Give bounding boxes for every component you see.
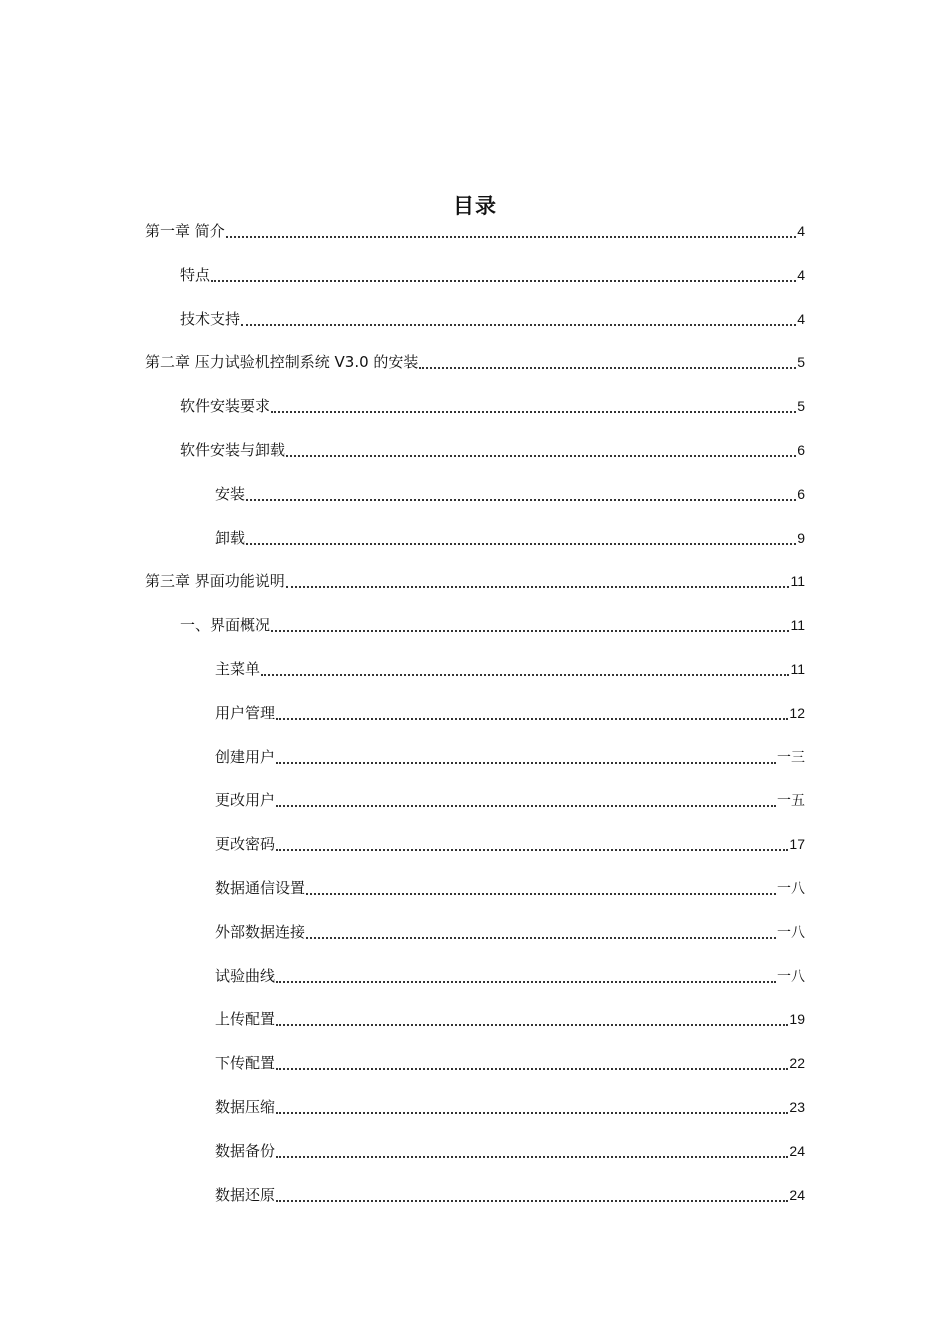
toc-entry[interactable] xyxy=(145,307,805,351)
toc-entry-page: 一八 xyxy=(777,879,805,896)
toc-entry-page: 4 xyxy=(797,223,805,239)
dot-leader xyxy=(246,482,796,506)
dot-leader xyxy=(276,1183,788,1207)
toc-entry-page: 19 xyxy=(789,1011,805,1028)
dot-leader xyxy=(276,1007,788,1031)
toc-entry[interactable] xyxy=(145,482,805,526)
toc-entry-label: 下传配置 xyxy=(215,1054,276,1073)
toc-entry-page: 11 xyxy=(790,660,805,677)
toc-entry[interactable] xyxy=(145,920,805,964)
toc-entry[interactable] xyxy=(145,394,805,438)
dot-leader xyxy=(211,263,796,287)
toc-entry-label: 用户管理 xyxy=(215,703,276,722)
dot-leader xyxy=(306,920,776,944)
toc-entry[interactable] xyxy=(145,1007,805,1051)
toc-entry-label: 第一章 简介 xyxy=(145,222,225,240)
dot-leader xyxy=(261,657,789,681)
toc-entry-page: 一八 xyxy=(777,923,805,940)
toc-entry-label: 一、界面概况 xyxy=(180,616,271,635)
toc-entry-label: 数据压缩 xyxy=(215,1097,276,1116)
toc-entry-page: 一五 xyxy=(777,792,805,809)
dot-leader xyxy=(286,438,796,462)
toc-entry-label: 软件安装要求 xyxy=(180,397,271,416)
toc-entry[interactable] xyxy=(145,1051,805,1095)
dot-leader xyxy=(271,394,796,418)
toc-entry-label: 试验曲线 xyxy=(215,966,276,985)
toc-entry-label: 外部数据连接 xyxy=(215,922,306,941)
dot-leader xyxy=(276,745,776,769)
toc-entry[interactable] xyxy=(145,438,805,482)
toc-entry-page: 9 xyxy=(797,529,805,546)
toc-entry-page: 24 xyxy=(789,1186,805,1203)
toc-entry-page: 4 xyxy=(797,310,805,327)
dot-leader xyxy=(276,1095,788,1119)
toc-entry[interactable] xyxy=(145,1139,805,1183)
toc-entry[interactable] xyxy=(145,745,805,789)
toc-entry-label: 数据备份 xyxy=(215,1141,276,1160)
toc-entry-label: 第三章 界面功能说明 xyxy=(145,572,285,591)
toc-entry-label: 上传配置 xyxy=(215,1010,276,1029)
table-of-contents xyxy=(145,219,805,1226)
toc-entry-page: 11 xyxy=(790,617,805,634)
toc-entry-label: 数据还原 xyxy=(215,1185,276,1204)
toc-entry[interactable] xyxy=(145,219,805,263)
dot-leader xyxy=(286,569,790,593)
toc-entry[interactable] xyxy=(145,613,805,657)
toc-entry[interactable] xyxy=(145,1095,805,1139)
toc-entry-label: 技术支持 xyxy=(180,309,241,328)
dot-leader xyxy=(276,1139,788,1163)
toc-entry-page: 4 xyxy=(797,266,805,283)
dot-leader xyxy=(276,964,776,988)
toc-entry-page: 23 xyxy=(789,1098,805,1115)
toc-title: 目录 xyxy=(453,194,497,218)
dot-leader xyxy=(276,1051,788,1075)
toc-entry-page: 11 xyxy=(790,573,805,590)
toc-entry-label: 软件安装与卸载 xyxy=(180,440,286,459)
toc-entry[interactable] xyxy=(145,788,805,832)
dot-leader xyxy=(276,788,776,812)
toc-entry[interactable] xyxy=(145,876,805,920)
toc-entry[interactable] xyxy=(145,350,805,394)
toc-entry-page: 5 xyxy=(797,398,805,415)
dot-leader xyxy=(276,701,788,725)
toc-entry-label: 第二章 压力试验机控制系统 V3.0 的安装 xyxy=(145,353,419,372)
toc-entry[interactable] xyxy=(145,832,805,876)
dot-leader xyxy=(271,613,789,637)
toc-entry-label: 更改用户 xyxy=(215,791,276,810)
toc-entry[interactable] xyxy=(145,701,805,745)
toc-entry-page: 一八 xyxy=(777,967,805,984)
dot-leader xyxy=(246,526,796,550)
toc-entry-label: 主菜单 xyxy=(215,659,261,678)
dot-leader xyxy=(276,832,788,856)
toc-entry-page: 6 xyxy=(797,441,805,458)
toc-entry-page: 24 xyxy=(789,1142,805,1159)
toc-entry-label: 卸载 xyxy=(215,528,246,547)
toc-entry-page: 22 xyxy=(789,1055,805,1072)
toc-entry[interactable] xyxy=(145,263,805,307)
toc-entry[interactable] xyxy=(145,964,805,1008)
toc-entry-label: 特点 xyxy=(180,265,211,284)
toc-entry-page: 6 xyxy=(797,485,805,502)
dot-leader xyxy=(241,307,796,331)
toc-entry[interactable] xyxy=(145,569,805,613)
toc-entry[interactable] xyxy=(145,657,805,701)
toc-entry-label: 创建用户 xyxy=(215,747,276,766)
toc-entry-label: 更改密码 xyxy=(215,835,276,854)
toc-entry-label: 数据通信设置 xyxy=(215,878,306,897)
toc-entry-page: 一三 xyxy=(777,748,805,765)
dot-leader xyxy=(226,219,796,243)
toc-entry-page: 17 xyxy=(789,836,805,853)
dot-leader xyxy=(419,350,796,374)
toc-entry[interactable] xyxy=(145,1183,805,1227)
toc-entry-label: 安装 xyxy=(215,484,246,503)
toc-entry[interactable] xyxy=(145,526,805,570)
toc-entry-page: 5 xyxy=(797,354,805,371)
dot-leader xyxy=(306,876,776,900)
toc-entry-page: 12 xyxy=(789,704,805,721)
